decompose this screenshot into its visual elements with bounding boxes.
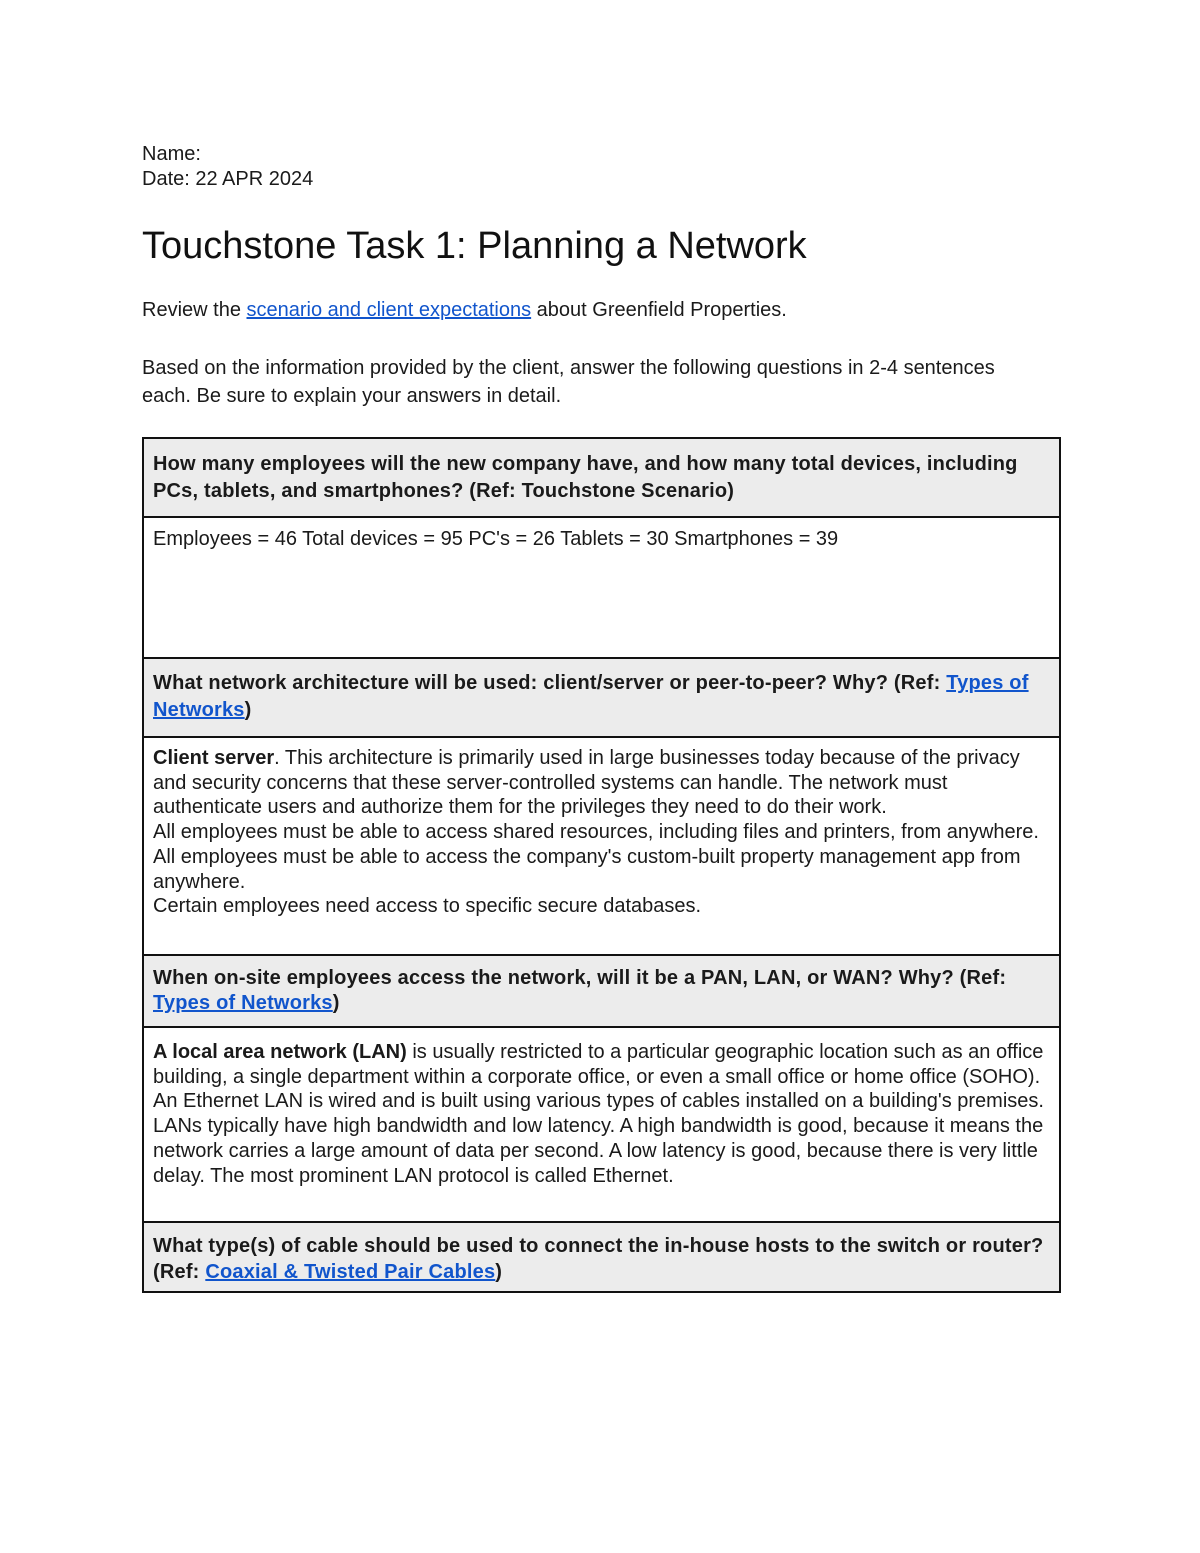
table-row (143, 955, 1060, 1027)
scenario-link[interactable]: scenario and client expectations (246, 299, 532, 321)
table-row (143, 737, 1060, 955)
instructions-paragraph: Based on the information provided by the client, answer the following questions in 2-4 sentences each. Be sure to explain your answers in detail. (142, 357, 995, 407)
answer-3-lead: A local area network (LAN) (153, 1041, 407, 1063)
question-cell-1: How many employees will the new company have, and how many total devices, including PCs, tablets, and smartphones? (Ref: Touchstone Scenario) (143, 438, 1060, 517)
page-title: Touchstone Task 1: Planning a Network (142, 225, 807, 267)
question-3-suffix: ) (332, 992, 340, 1014)
answer-cell-1[interactable]: Employees = 46 Total devices = 95 PC's = 26 Tablets = 30 Smartphones = 39 (143, 517, 1060, 658)
name-field-label: Name: (142, 143, 201, 165)
question-cell-2 (143, 658, 1060, 737)
qa-table (142, 437, 1061, 1293)
question-2-text: What network architecture will be used: client/server or peer-to-peer? Why? (Ref: (153, 672, 947, 694)
table-row (143, 438, 1060, 517)
table-row (143, 517, 1060, 658)
answer-2-line-4: Certain employees need access to specific secure databases. (153, 895, 702, 918)
question-4-suffix: ) (495, 1261, 503, 1283)
question-3-text: When on-site employees access the network, will it be a PAN, LAN, or WAN? Why? (Ref: (153, 967, 1007, 989)
answer-3-text: is usually restricted to a particular geographic location such as an office building, a single department within a corporate office, or even a small office or home office (SOHO). An Ethernet LAN is wired and is built using various types of cables installed on a building's premises. LANs typically have high bandwidth and low latency. A high bandwidth is good, because it means the network carries a large amount of data per second. A low latency is good, because there is very little delay. The most prominent LAN protocol is called Ethernet. (153, 1041, 1044, 1187)
answer-2-lead: Client server (153, 747, 275, 769)
answer-cell-2[interactable] (143, 737, 1060, 955)
types-of-networks-link[interactable]: Types of Networks (153, 992, 333, 1014)
answer-cell-3[interactable] (143, 1027, 1060, 1222)
question-cell-3 (143, 955, 1060, 1027)
intro-suffix: about Greenfield Properties. (531, 299, 787, 321)
table-row (143, 658, 1060, 737)
question-cell-4 (143, 1222, 1060, 1292)
table-row (143, 1027, 1060, 1222)
question-4-text: What type(s) of cable should be used to connect the in-house hosts to the switch or router? (Ref: (153, 1235, 1044, 1283)
question-2-suffix: ) (244, 699, 252, 721)
answer-2-text: . This architecture is primarily used in large businesses today because of the privacy and security concerns that these server-controlled systems can handle. The network must authenticate users and authorize them for the privileges they need to do their work. (153, 747, 1020, 819)
table-row (143, 1222, 1060, 1292)
answer-2-line-2: All employees must be able to access shared resources, including files and printers, from anywhere. (153, 821, 1039, 844)
answer-2-line-3: All employees must be able to access the company's custom-built property management app from anywhere. (153, 845, 1021, 893)
intro-prefix: Review the (142, 299, 247, 321)
types-of-networks-link[interactable]: Types of Networks (153, 672, 1029, 721)
date-line: Date: 22 APR 2024 (142, 168, 314, 190)
intro-paragraph (142, 296, 1042, 324)
cables-link[interactable]: Coaxial & Twisted Pair Cables (205, 1261, 496, 1283)
